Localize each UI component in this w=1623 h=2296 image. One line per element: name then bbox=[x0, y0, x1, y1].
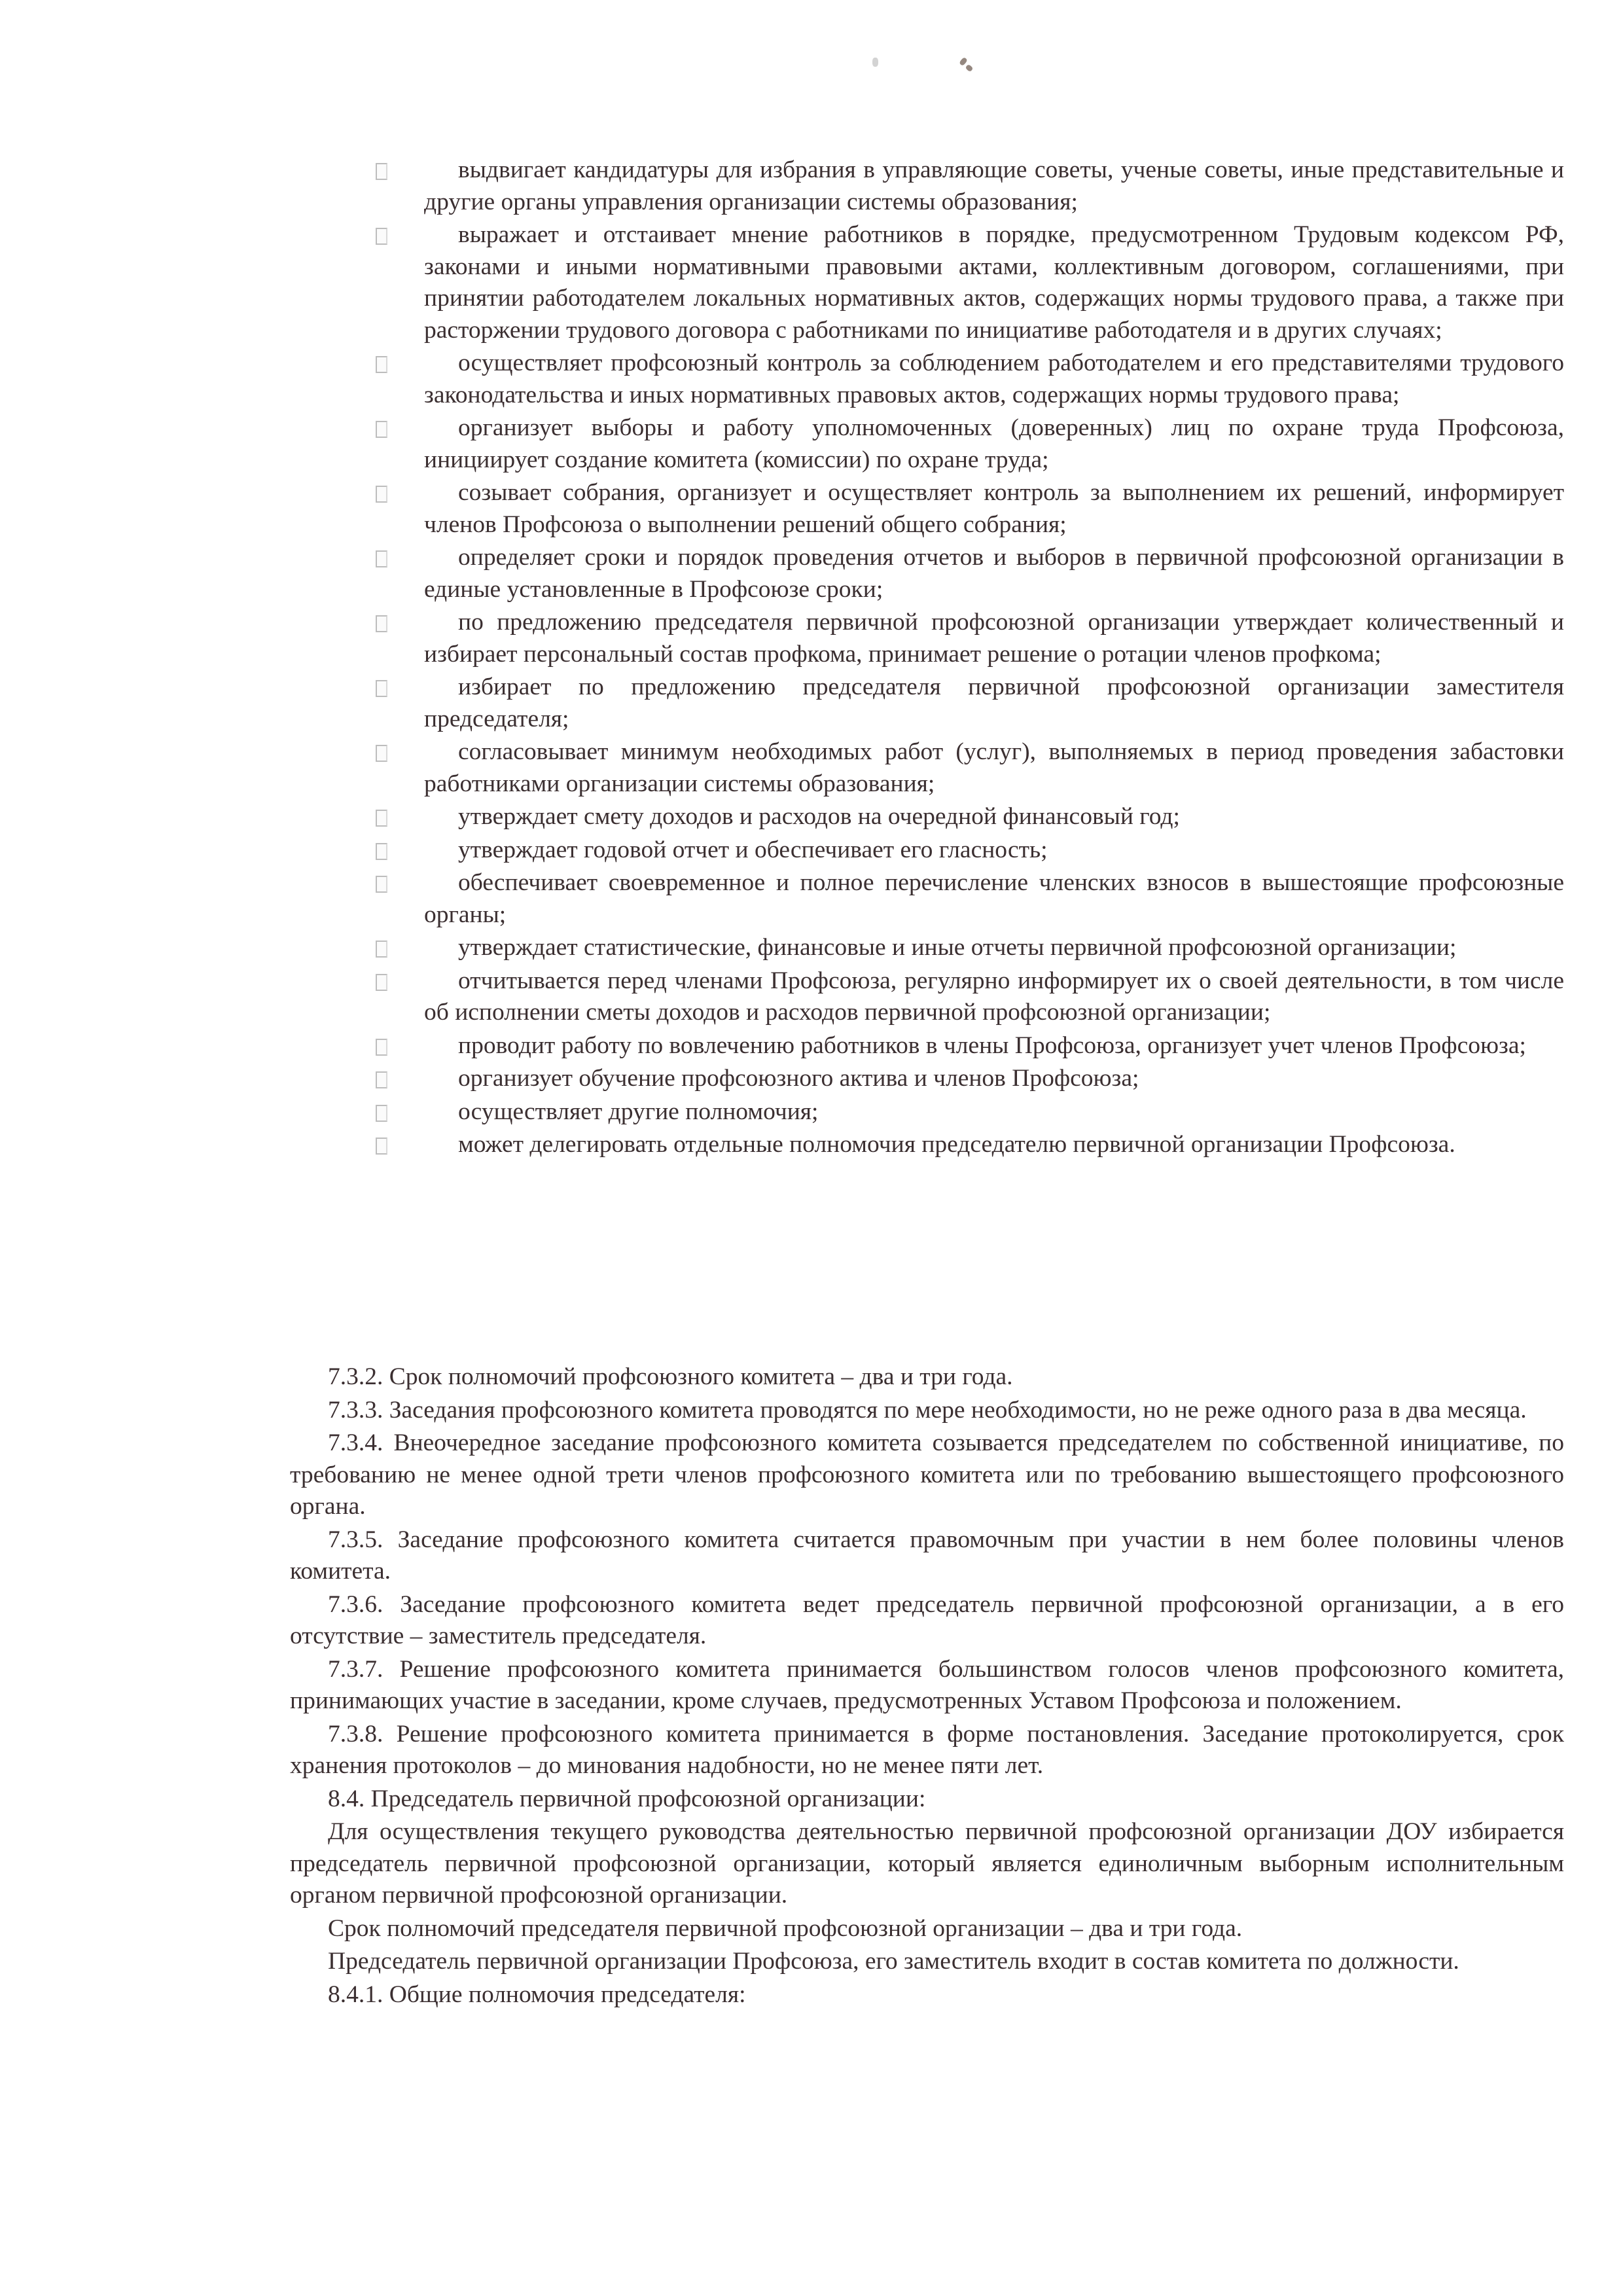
checkbox-bullet-icon bbox=[376, 615, 387, 632]
checkbox-bullet-icon bbox=[376, 421, 387, 438]
checkbox-bullet-icon bbox=[376, 974, 387, 991]
list-item bbox=[366, 477, 1564, 541]
checkbox-bullet-icon bbox=[376, 1138, 387, 1155]
list-item bbox=[366, 867, 1564, 931]
list-item bbox=[366, 1030, 1564, 1062]
clause-7-3-3: 7.3.3. Заседания профсоюзного комитета проводятся по мере необходимости, но не реже одного раза в два месяца. bbox=[328, 1396, 1527, 1424]
document-body bbox=[290, 1361, 1564, 2012]
list-item-text: организует выборы и работу уполномоченных (доверенных) лиц по охране труда Профсоюза, инициирует создание комитета (комиссии) по охране труда; bbox=[424, 414, 1564, 473]
list-item-text: проводит работу по вовлечению работников в члены Профсоюза, организует учет членов Профсоюза; bbox=[458, 1031, 1526, 1059]
list-item-text: осуществляет другие полномочия; bbox=[458, 1098, 819, 1125]
list-item-text: созывает собрания, организует и осуществляет контроль за выполнением их решений, информирует членов Профсоюза о выполнении решений общего собрания; bbox=[424, 479, 1564, 538]
checkbox-bullet-icon bbox=[376, 843, 387, 860]
clause-7-3-2: 7.3.2. Срок полномочий профсоюзного комитета – два и три года. bbox=[328, 1363, 1013, 1390]
list-item bbox=[366, 736, 1564, 800]
list-item bbox=[366, 834, 1564, 867]
list-item bbox=[366, 607, 1564, 670]
checkbox-bullet-icon bbox=[376, 810, 387, 827]
clause-7-3-4: 7.3.4. Внеочередное заседание профсоюзного комитета созывается председателем по собственной инициативе, по требованию не менее одной трети членов профсоюзного комитета или по требованию вышестоящего профсоюзного органа. bbox=[290, 1429, 1564, 1520]
checkbox-bullet-icon bbox=[376, 163, 387, 180]
clause-7-3-8: 7.3.8. Решение профсоюзного комитета принимается в форме постановления. Заседание протоколируется, срок хранения протоколов – до минования надобности, но не менее пяти лет. bbox=[290, 1720, 1564, 1779]
list-item bbox=[366, 932, 1564, 964]
scan-speck bbox=[965, 64, 974, 73]
list-item-text: избирает по предложению председателя первичной профсоюзной организации заместителя председателя; bbox=[424, 673, 1564, 732]
scan-speck bbox=[872, 58, 878, 67]
list-item-text: отчитывается перед членами Профсоюза, регулярно информирует их о своей деятельности, в том числе об исполнении сметы доходов и расходов первичной профсоюзной организации; bbox=[424, 967, 1564, 1026]
checkbox-bullet-icon bbox=[376, 745, 387, 762]
list-item-text: по предложению председателя первичной профсоюзной организации утверждает количественный и избирает персональный состав профкома, принимает решение о ротации членов профкома; bbox=[424, 609, 1564, 668]
list-item bbox=[366, 1063, 1564, 1095]
checkbox-bullet-icon bbox=[376, 550, 387, 567]
list-item-text: выражает и отстаивает мнение работников в порядке, предусмотренном Трудовым кодексом РФ, законами и иными нормативными правовыми актами, коллективным договором, соглашениями, при принятии работодателем локальных нормативных актов, содержащих нормы трудового права, а также при расторжении трудового договора с работниками по инициативе работодателя и в других случаях; bbox=[424, 221, 1564, 344]
list-item-text: осуществляет профсоюзный контроль за соблюдением работодателем и его представителями трудового законодательства и иных нормативных правовых актов, содержащих нормы трудового права; bbox=[424, 350, 1564, 408]
list-item-text: организует обучение профсоюзного актива и членов Профсоюза; bbox=[458, 1065, 1139, 1092]
list-item-text: утверждает статистические, финансовые и иные отчеты первичной профсоюзной организации; bbox=[458, 934, 1457, 961]
list-item bbox=[366, 348, 1564, 411]
checkbox-bullet-icon bbox=[376, 228, 387, 245]
list-item-text: определяет сроки и порядок проведения отчетов и выборов в первичной профсоюзной организации в единые установленные в Профсоюзе сроки; bbox=[424, 544, 1564, 603]
section-heading-8-4-1: 8.4.1. Общие полномочия председателя: bbox=[328, 1981, 746, 2008]
clause-7-3-5: 7.3.5. Заседание профсоюзного комитета считается правомочным при участии в нем более половины членов комитета. bbox=[290, 1526, 1564, 1585]
committee-membership-paragraph: Председатель первичной организации Профсоюза, его заместитель входит в состав комитета по должности. bbox=[328, 1948, 1459, 1975]
chairman-election-paragraph: Для осуществления текущего руководства деятельностью первичной профсоюзной организации ДОУ избирается председатель первичной профсоюзной организации, который является единоличным выборным исполнительным органом первичной профсоюзной организации. bbox=[290, 1818, 1564, 1909]
checkbox-bullet-icon bbox=[376, 356, 387, 373]
chairman-term-paragraph: Срок полномочий председателя первичной профсоюзной организации – два и три года. bbox=[328, 1914, 1243, 1942]
list-item bbox=[366, 412, 1564, 476]
list-item-text: выдвигает кандидатуры для избрания в управляющие советы, ученые советы, иные представительные и другие органы управления организации системы образования; bbox=[424, 156, 1564, 215]
section-heading-8-4: 8.4. Председатель первичной профсоюзной организации: bbox=[328, 1785, 926, 1812]
list-item bbox=[366, 965, 1564, 1029]
clause-7-3-7: 7.3.7. Решение профсоюзного комитета принимается большинством голосов членов профсоюзного комитета, принимающих участие в заседании, кроме случаев, предусмотренных Уставом Профсоюза и положением. bbox=[290, 1655, 1564, 1714]
list-item bbox=[366, 1096, 1564, 1128]
list-item-text: может делегировать отдельные полномочия председателю первичной организации Профсоюза. bbox=[458, 1131, 1455, 1158]
clause-7-3-6: 7.3.6. Заседание профсоюзного комитета ведет председатель первичной профсоюзной организации, а в его отсутствие – заместитель председателя. bbox=[290, 1590, 1564, 1649]
list-item bbox=[366, 542, 1564, 605]
list-item bbox=[366, 1129, 1564, 1161]
checkbox-bullet-icon bbox=[376, 941, 387, 958]
list-item-text: согласовывает минимум необходимых работ (услуг), выполняемых в период проведения забастовки работниками организации системы образования; bbox=[424, 738, 1564, 797]
list-item-text: утверждает годовой отчет и обеспечивает его гласность; bbox=[458, 836, 1048, 863]
list-item bbox=[366, 801, 1564, 833]
list-item bbox=[366, 672, 1564, 735]
list-item-text: обеспечивает своевременное и полное перечисление членских взносов в вышестоящие профсоюзные органы; bbox=[424, 869, 1564, 928]
checkbox-bullet-icon bbox=[376, 680, 387, 697]
checkbox-bullet-icon bbox=[376, 1039, 387, 1056]
checkbox-bullet-icon bbox=[376, 1071, 387, 1088]
authority-bullet-list bbox=[366, 154, 1564, 1162]
list-item-text: утверждает смету доходов и расходов на очередной финансовый год; bbox=[458, 803, 1180, 830]
list-item bbox=[366, 154, 1564, 218]
checkbox-bullet-icon bbox=[376, 1105, 387, 1122]
list-item bbox=[366, 219, 1564, 346]
checkbox-bullet-icon bbox=[376, 876, 387, 893]
checkbox-bullet-icon bbox=[376, 486, 387, 503]
